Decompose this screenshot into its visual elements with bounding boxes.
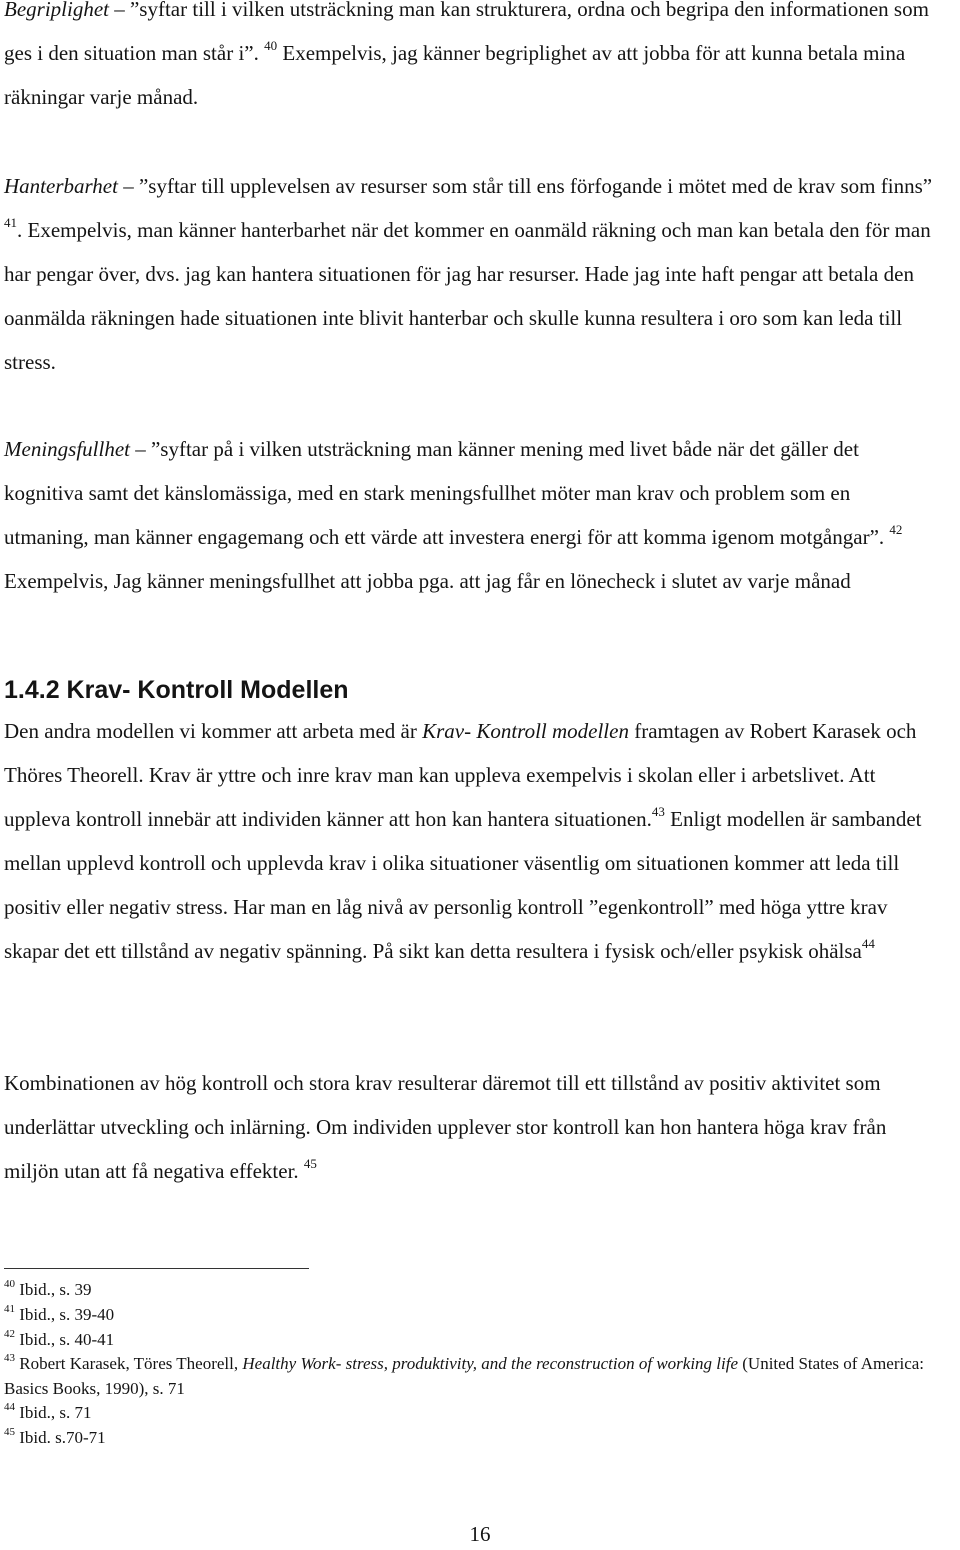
footnote-text: Ibid., s. 39-40 <box>15 1305 115 1324</box>
footnote-text: Ibid. s.70-71 <box>15 1428 106 1447</box>
paragraph-text: – ”syftar till i vilken utsträckning man kan strukturera, ordna och begripa den informationen som ges i den situation man står i”. <box>4 0 929 65</box>
footnote <box>4 1278 944 1303</box>
footnote-number: 42 <box>4 1328 15 1341</box>
paragraph-text: – ”syftar till upplevelsen av resurser som står till ens förfogande i mötet med de krav som finns” <box>117 174 933 198</box>
footnote-divider <box>4 1268 309 1269</box>
paragraph-krav-kontroll <box>4 709 936 973</box>
footnote-number: 40 <box>4 1278 15 1291</box>
paragraph-text: Exempelvis, jag känner begriplighet av att jobba för att kunna betala mina räkningar varje månad. <box>4 41 906 109</box>
paragraph-text: Enligt modellen är sambandet mellan upplevd kontroll och upplevda krav i olika situationer väsentlig om situationen kommer att leda till positiv eller negativ stress. Har man en låg nivå av personlig kontroll ”egenkontroll” med höga yttre krav skapar det ett tillstånd av negativ spänning. På sikt kan detta resultera i fysisk och/eller psykisk ohälsa <box>4 807 922 963</box>
footnote-ref-42: 42 <box>889 522 903 537</box>
footnote-ref-44: 44 <box>861 936 875 951</box>
footnote-book-title: Healthy Work- stress, produktivity, and the reconstruction of working life <box>242 1354 739 1373</box>
paragraph-text: . Exempelvis, man känner hanterbarhet när det kommer en oanmäld räkning och man kan betala den för man har pengar över, dvs. jag kan hantera situationen för jag har resurser. Hade jag inte haft pengar att betala den oanmälda räkningen hade situationen inte blivit hanterbar och skulle kunna resultera i oro som kan leda till stress. <box>4 218 931 374</box>
footnote-text: Robert Karasek, Töres Theorell, <box>15 1354 243 1373</box>
footnote-text: Ibid., s. 71 <box>15 1403 92 1422</box>
footnote-number: 45 <box>4 1426 15 1439</box>
paragraph-hanterbarhet <box>4 164 936 384</box>
paragraph-begriplighet <box>4 0 936 119</box>
term-begriplighet: Begriplighet <box>4 0 109 21</box>
paragraph-text: Den andra modellen vi kommer att arbeta med är <box>4 719 423 743</box>
footnote <box>4 1401 944 1426</box>
model-name: Krav- Kontroll modellen <box>422 719 629 743</box>
footnote <box>4 1352 944 1401</box>
paragraph-text: framtagen av Robert Karasek och Thöres Theorell. Krav är yttre och inre krav man kan uppleva exempelvis i skolan eller i arbetslivet. Att uppleva kontroll innebär att individen känner att hon kan hantera situationen. <box>4 719 917 831</box>
page-number: 16 <box>469 1522 491 1546</box>
footnote-number: 44 <box>4 1401 15 1414</box>
footnote-text: (United States of America: Basics Books, 1990), s. 71 <box>4 1354 925 1398</box>
footnote-ref-40: 40 <box>264 38 278 53</box>
paragraph-text: Exempelvis, Jag känner meningsfullhet att jobba pga. att jag får en lönecheck i slutet av varje månad <box>4 569 851 593</box>
term-meningsfullhet: Meningsfullhet <box>4 437 130 461</box>
footnote <box>4 1303 944 1328</box>
paragraph-text: – ”syftar på i vilken utsträckning man känner mening med livet både när det gäller det kognitiva samt det känslomässiga, med en stark meningsfullhet möter man krav och problem som en utmaning, man känner engagemang och ett värde att investera energi för att komma igenom motgångar”. <box>4 437 885 549</box>
term-hanterbarhet: Hanterbarhet <box>4 174 118 198</box>
section-heading: 1.4.2 Krav- Kontroll Modellen <box>4 676 349 704</box>
footnote-text: Ibid., s. 39 <box>15 1280 92 1299</box>
footnote <box>4 1328 944 1353</box>
paragraph-meningsfullhet <box>4 427 936 603</box>
footnote <box>4 1426 944 1451</box>
footnote-number: 43 <box>4 1352 15 1365</box>
footnote-ref-43: 43 <box>651 804 665 819</box>
footnote-ref-45: 45 <box>303 1156 317 1171</box>
paragraph-text: Kombinationen av hög kontroll och stora krav resulterar däremot till ett tillstånd av positiv aktivitet som underlättar utveckling och inlärning. Om individen upplever stor kontroll kan hon hantera höga krav från miljön utan att få negativa effekter. <box>4 1071 887 1183</box>
footnote-number: 41 <box>4 1303 15 1316</box>
footnote-text: Ibid., s. 40-41 <box>15 1330 115 1349</box>
footnote-ref-41: 41 <box>4 215 17 230</box>
paragraph-kombinationen <box>4 1061 936 1193</box>
